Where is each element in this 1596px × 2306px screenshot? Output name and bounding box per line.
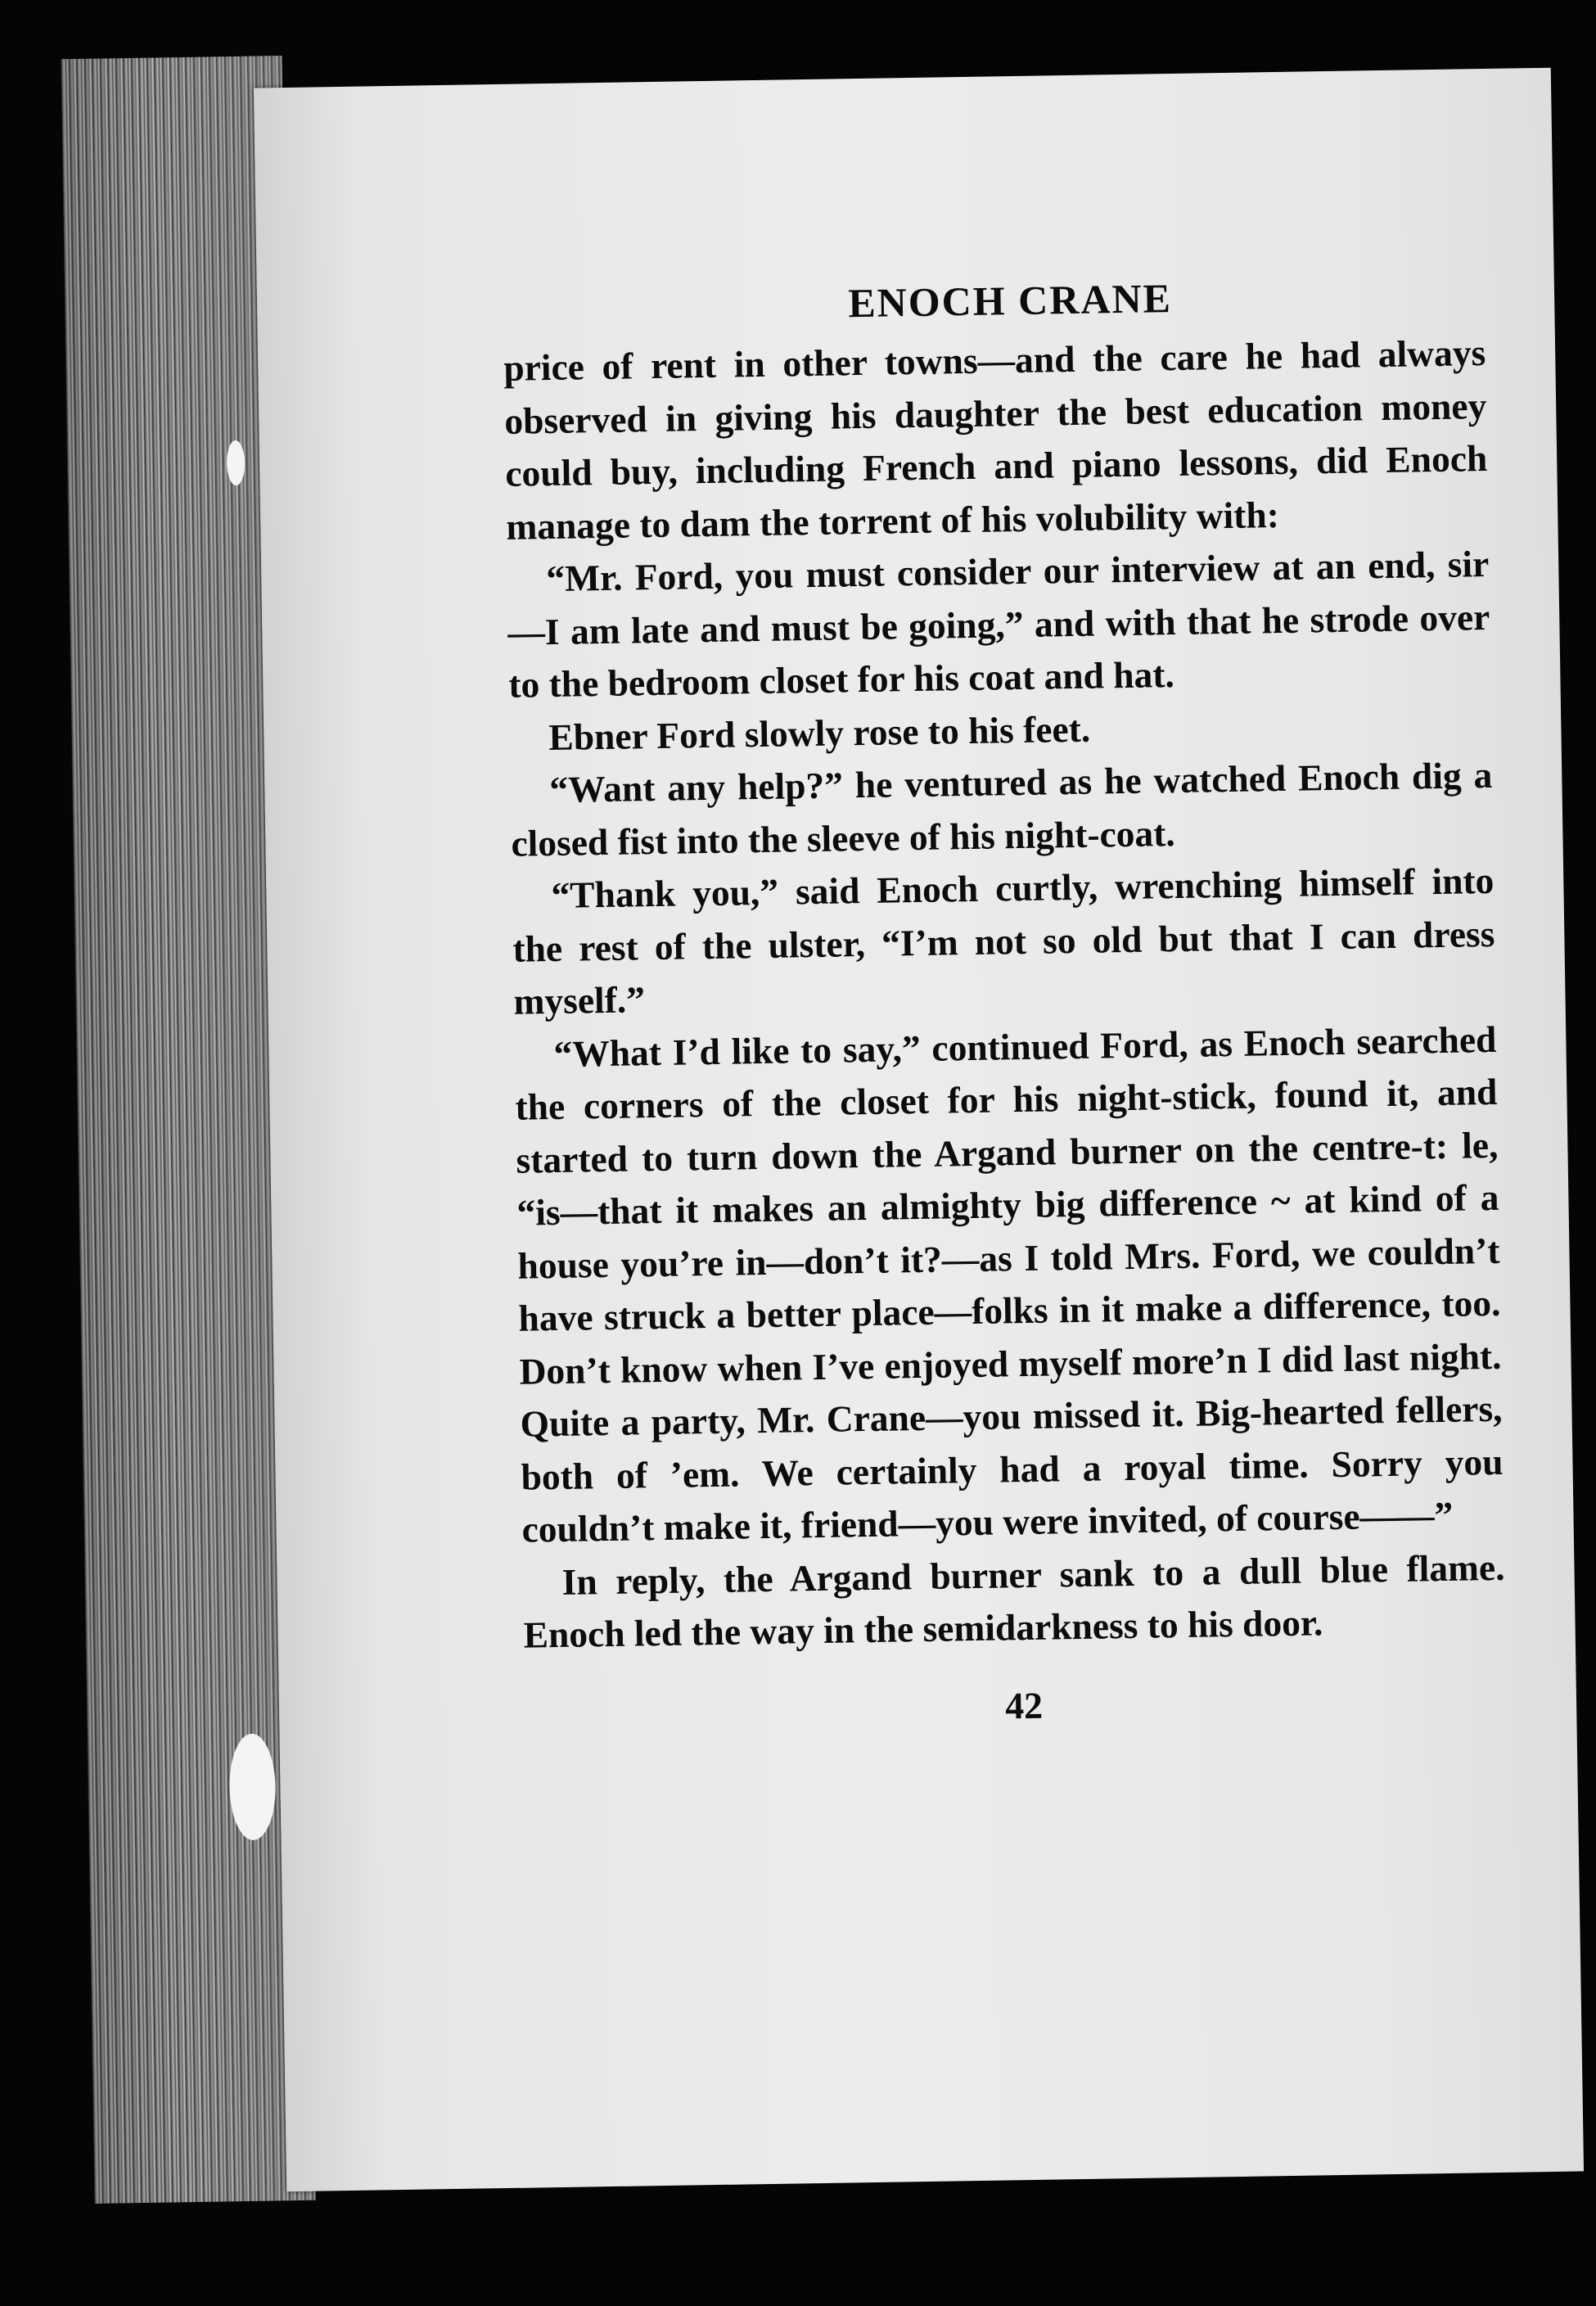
paragraph: “Thank you,” said Enoch curtly, wrenching himself into the rest of the ulster, “I’m not so old but that I can dress myself.” bbox=[512, 859, 1495, 1022]
paragraph: Ebner Ford slowly rose to his feet. bbox=[548, 707, 1091, 758]
paragraph: “What I’d like to say,” continued Ford, as Enoch searched the corners of the closet for his night-stick, found it, and started to turn down the Argand burner on the centre-t: le, “is—that it makes an almighty big difference ~ at kind of a house you’re in—don’t it?—as I told Mrs. Ford, we couldn’t have struck a better place—folks in it make a difference, too. Don’t know when I’ve enjoyed myself more’n I did last night. Quite a party, Mr. Crane—you missed it. Big-hearted fellers, both of ’em. We certainly had a royal time. Sorry you couldn’t make it, friend—you were invited, of course——” bbox=[515, 1018, 1504, 1550]
body-text bbox=[503, 327, 1506, 1662]
page-content bbox=[503, 269, 1508, 1735]
running-head: ENOCH CRANE bbox=[847, 275, 1173, 327]
paragraph: “Want any help?” he ventured as he watched Enoch dig a closed fist into the sleeve of his night-coat. bbox=[511, 753, 1493, 864]
paragraph: In reply, the Argand burner sank to a dull blue flame. Enoch led the way in the semidarkness to his door. bbox=[523, 1546, 1505, 1656]
page-number: 42 bbox=[1004, 1684, 1044, 1726]
paragraph: “Mr. Ford, you must consider our interview at an end, sir—I am late and must be going,” and with that he strode over to the bedroom closet for his coat and hat. bbox=[507, 542, 1490, 706]
book-page bbox=[254, 68, 1584, 2192]
paragraph: price of rent in other towns—and the care he had always observed in giving his daughter the best education money could buy, including French and piano lessons, did Enoch manage to dam the torrent of his volubility with: bbox=[503, 332, 1488, 548]
